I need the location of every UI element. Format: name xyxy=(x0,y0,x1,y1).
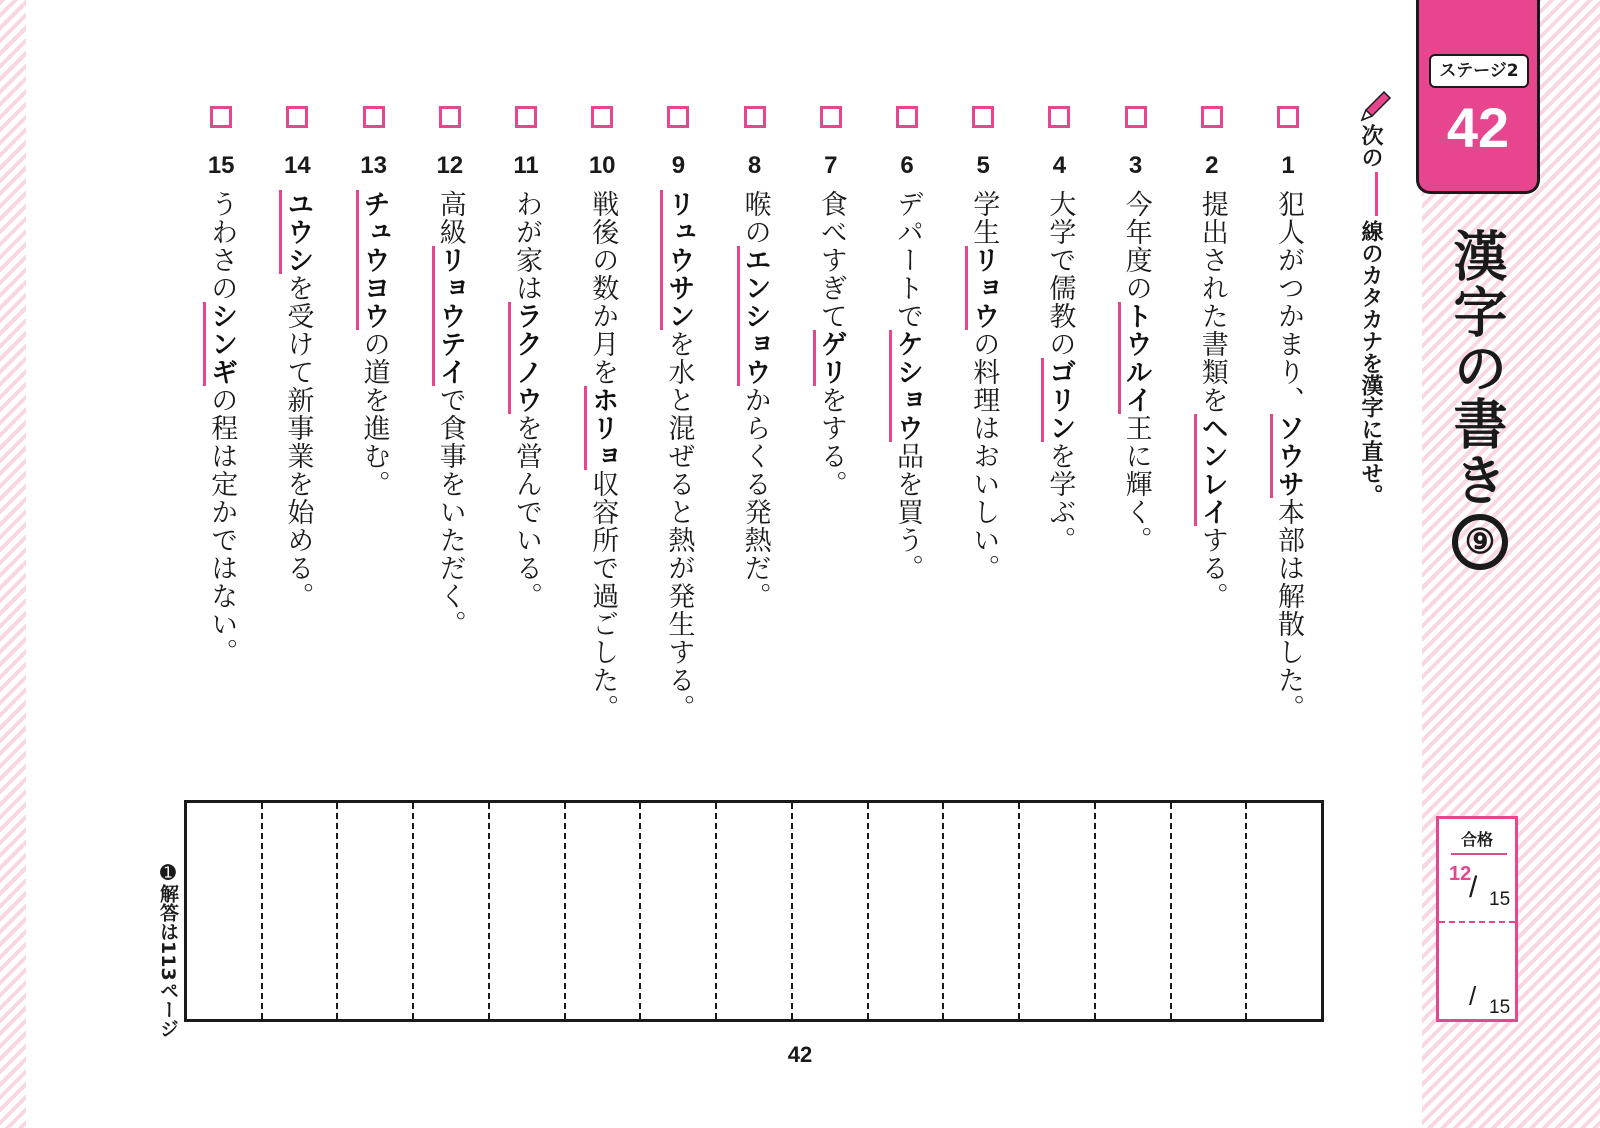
question-item xyxy=(354,106,394,750)
answer-cell[interactable] xyxy=(867,803,943,1019)
question-segment: 戦後の数か月を xyxy=(587,190,619,386)
question-item xyxy=(1268,106,1308,750)
score-box xyxy=(1436,816,1518,1022)
answer-page-note: ➊解答は113ページ xyxy=(157,862,179,1038)
katakana-target: エンショウ xyxy=(739,246,771,386)
question-text xyxy=(735,190,775,750)
question-text xyxy=(1039,190,1079,750)
question-segment: する。 xyxy=(1196,526,1228,610)
katakana-target: ホリョ xyxy=(587,386,619,470)
answer-cell[interactable] xyxy=(412,803,488,1019)
instruction-before: 次の xyxy=(1358,124,1383,168)
katakana-target: ヘンレイ xyxy=(1196,414,1228,526)
stage-badge: ステージ2 xyxy=(1429,54,1529,88)
katakana-target: リュウサン xyxy=(663,190,695,330)
question-segment: の料理はおいしい。 xyxy=(968,330,1000,582)
question-segment: 高級 xyxy=(434,190,466,246)
question-segment: わが家は xyxy=(511,190,542,302)
answer-cell[interactable] xyxy=(187,803,261,1019)
answer-cell[interactable] xyxy=(791,803,867,1019)
stage-tab xyxy=(1416,0,1540,194)
score-slash: / xyxy=(1469,981,1477,1011)
question-segment: 本部は解散した。 xyxy=(1273,498,1304,722)
answer-cell[interactable] xyxy=(715,803,791,1019)
question-item xyxy=(582,106,622,750)
pass-score: 12 xyxy=(1449,863,1472,885)
question-text xyxy=(430,190,470,750)
left-stripe-border xyxy=(0,0,26,1128)
checkbox[interactable] xyxy=(744,106,766,128)
lesson-number: 42 xyxy=(1446,96,1510,159)
question-segment: を水と混ぜると熱が発生する。 xyxy=(663,330,695,722)
checkbox[interactable] xyxy=(1277,106,1299,128)
question-segment: 王に輝く。 xyxy=(1120,414,1152,554)
question-item xyxy=(506,106,546,750)
question-segment: 品を買う。 xyxy=(892,442,923,582)
score-total: 15 xyxy=(1489,997,1511,1018)
question-segment: 大学で儒教の xyxy=(1044,190,1076,358)
question-text xyxy=(1116,190,1156,750)
question-text xyxy=(277,190,317,750)
question-item xyxy=(1116,106,1156,750)
katakana-target: リョウテイ xyxy=(434,246,466,386)
question-segment: を営んでいる。 xyxy=(511,414,542,610)
question-segment: 犯人がつかまり、 xyxy=(1273,190,1304,414)
checkbox[interactable] xyxy=(515,106,537,128)
question-segment: をする。 xyxy=(815,386,847,498)
question-text xyxy=(811,190,851,750)
question-segment: の道を進む。 xyxy=(358,330,390,498)
pass-label-underline xyxy=(1451,853,1507,855)
question-item xyxy=(963,106,1003,750)
checkbox[interactable] xyxy=(820,106,842,128)
instruction xyxy=(1352,124,1388,554)
question-segment: の程は定かではない。 xyxy=(206,386,238,666)
question-number: 1 xyxy=(1281,152,1295,179)
answer-cell[interactable] xyxy=(261,803,337,1019)
checkbox[interactable] xyxy=(896,106,918,128)
question-text xyxy=(582,190,622,750)
checkbox[interactable] xyxy=(591,106,613,128)
question-item xyxy=(887,106,927,750)
question-text xyxy=(963,190,1003,750)
checkbox[interactable] xyxy=(210,106,232,128)
question-segment: 食べすぎて xyxy=(815,190,847,330)
answer-cell[interactable] xyxy=(1094,803,1170,1019)
question-text xyxy=(354,190,394,750)
question-number: 7 xyxy=(824,152,838,179)
katakana-target: ソウサ xyxy=(1273,414,1304,498)
katakana-target: ゴリン xyxy=(1044,358,1076,442)
underline-sample xyxy=(1375,172,1378,216)
question-item xyxy=(430,106,470,750)
question-text xyxy=(201,190,241,750)
question-item xyxy=(658,106,698,750)
checkbox[interactable] xyxy=(1048,106,1070,128)
question-item xyxy=(277,106,317,750)
question-segment: 提出された書類を xyxy=(1196,190,1228,414)
question-segment: 学生 xyxy=(968,190,1000,246)
answer-cell[interactable] xyxy=(336,803,412,1019)
answer-cell[interactable] xyxy=(942,803,1018,1019)
question-number: 3 xyxy=(1128,152,1143,179)
answer-cell[interactable] xyxy=(639,803,715,1019)
answer-cell[interactable] xyxy=(564,803,640,1019)
question-number: 8 xyxy=(747,152,762,179)
question-number: 4 xyxy=(1052,152,1067,179)
question-number: 5 xyxy=(976,152,990,179)
answer-cell[interactable] xyxy=(1018,803,1094,1019)
page-title: 漢字の書き xyxy=(1445,228,1508,508)
katakana-target: トウルイ xyxy=(1120,302,1152,414)
checkbox[interactable] xyxy=(363,106,385,128)
question-segment: うわさの xyxy=(206,190,238,302)
question-number: 6 xyxy=(900,152,914,179)
katakana-target: ラクノウ xyxy=(511,302,542,414)
question-item xyxy=(1192,106,1232,750)
katakana-target: リョウ xyxy=(968,246,1000,330)
question-text xyxy=(1268,190,1308,750)
checkbox[interactable] xyxy=(1125,106,1147,128)
question-text xyxy=(887,190,927,750)
question-number: 13 xyxy=(360,152,387,179)
pass-total: 15 xyxy=(1489,889,1511,910)
question-segment: デパートで xyxy=(892,190,923,330)
question-segment: を学ぶ。 xyxy=(1044,442,1076,554)
checkbox[interactable] xyxy=(439,106,461,128)
question-segment: からくる発熱だ。 xyxy=(739,386,771,610)
question-item xyxy=(735,106,775,750)
score-divider xyxy=(1439,921,1515,923)
answer-cell[interactable] xyxy=(1245,803,1321,1019)
title-number: ⑨ xyxy=(1452,514,1508,570)
pass-slash: / xyxy=(1469,871,1478,904)
question-item xyxy=(1039,106,1079,750)
question-number: 14 xyxy=(284,152,311,179)
question-segment: を受けて新事業を始める。 xyxy=(282,274,314,610)
question-segment: で食事をいただく。 xyxy=(434,386,466,638)
question-number: 2 xyxy=(1205,152,1219,179)
question-text xyxy=(658,190,698,750)
katakana-target: ケショウ xyxy=(892,330,923,442)
pass-label: 合格 xyxy=(1460,830,1493,849)
question-text xyxy=(506,190,546,750)
katakana-target: チュウヨウ xyxy=(358,190,390,330)
answer-cell[interactable] xyxy=(488,803,564,1019)
checkbox[interactable] xyxy=(972,106,994,128)
katakana-target: ユウシ xyxy=(282,190,314,274)
question-number: 10 xyxy=(588,152,616,179)
page-number: 42 xyxy=(787,1042,813,1067)
question-number: 11 xyxy=(513,152,539,179)
checkbox[interactable] xyxy=(667,106,689,128)
checkbox[interactable] xyxy=(286,106,308,128)
answer-grid xyxy=(184,800,1324,1022)
question-number: 12 xyxy=(436,152,464,179)
instruction-after: 線のカタカナを漢字に直せ。 xyxy=(1358,220,1383,506)
question-item xyxy=(201,106,241,750)
checkbox[interactable] xyxy=(1201,106,1223,128)
katakana-target: ゲリ xyxy=(815,330,847,386)
question-number: 9 xyxy=(671,152,686,179)
question-text xyxy=(1192,190,1232,750)
question-segment: 今年度の xyxy=(1120,190,1152,302)
pencil-icon xyxy=(1358,90,1392,124)
katakana-target: シンギ xyxy=(206,302,238,386)
question-segment: 喉の xyxy=(739,190,771,246)
question-number: 15 xyxy=(207,152,235,179)
answer-cell[interactable] xyxy=(1170,803,1246,1019)
question-segment: 収容所で過ごした。 xyxy=(587,470,619,722)
question-item xyxy=(811,106,851,750)
